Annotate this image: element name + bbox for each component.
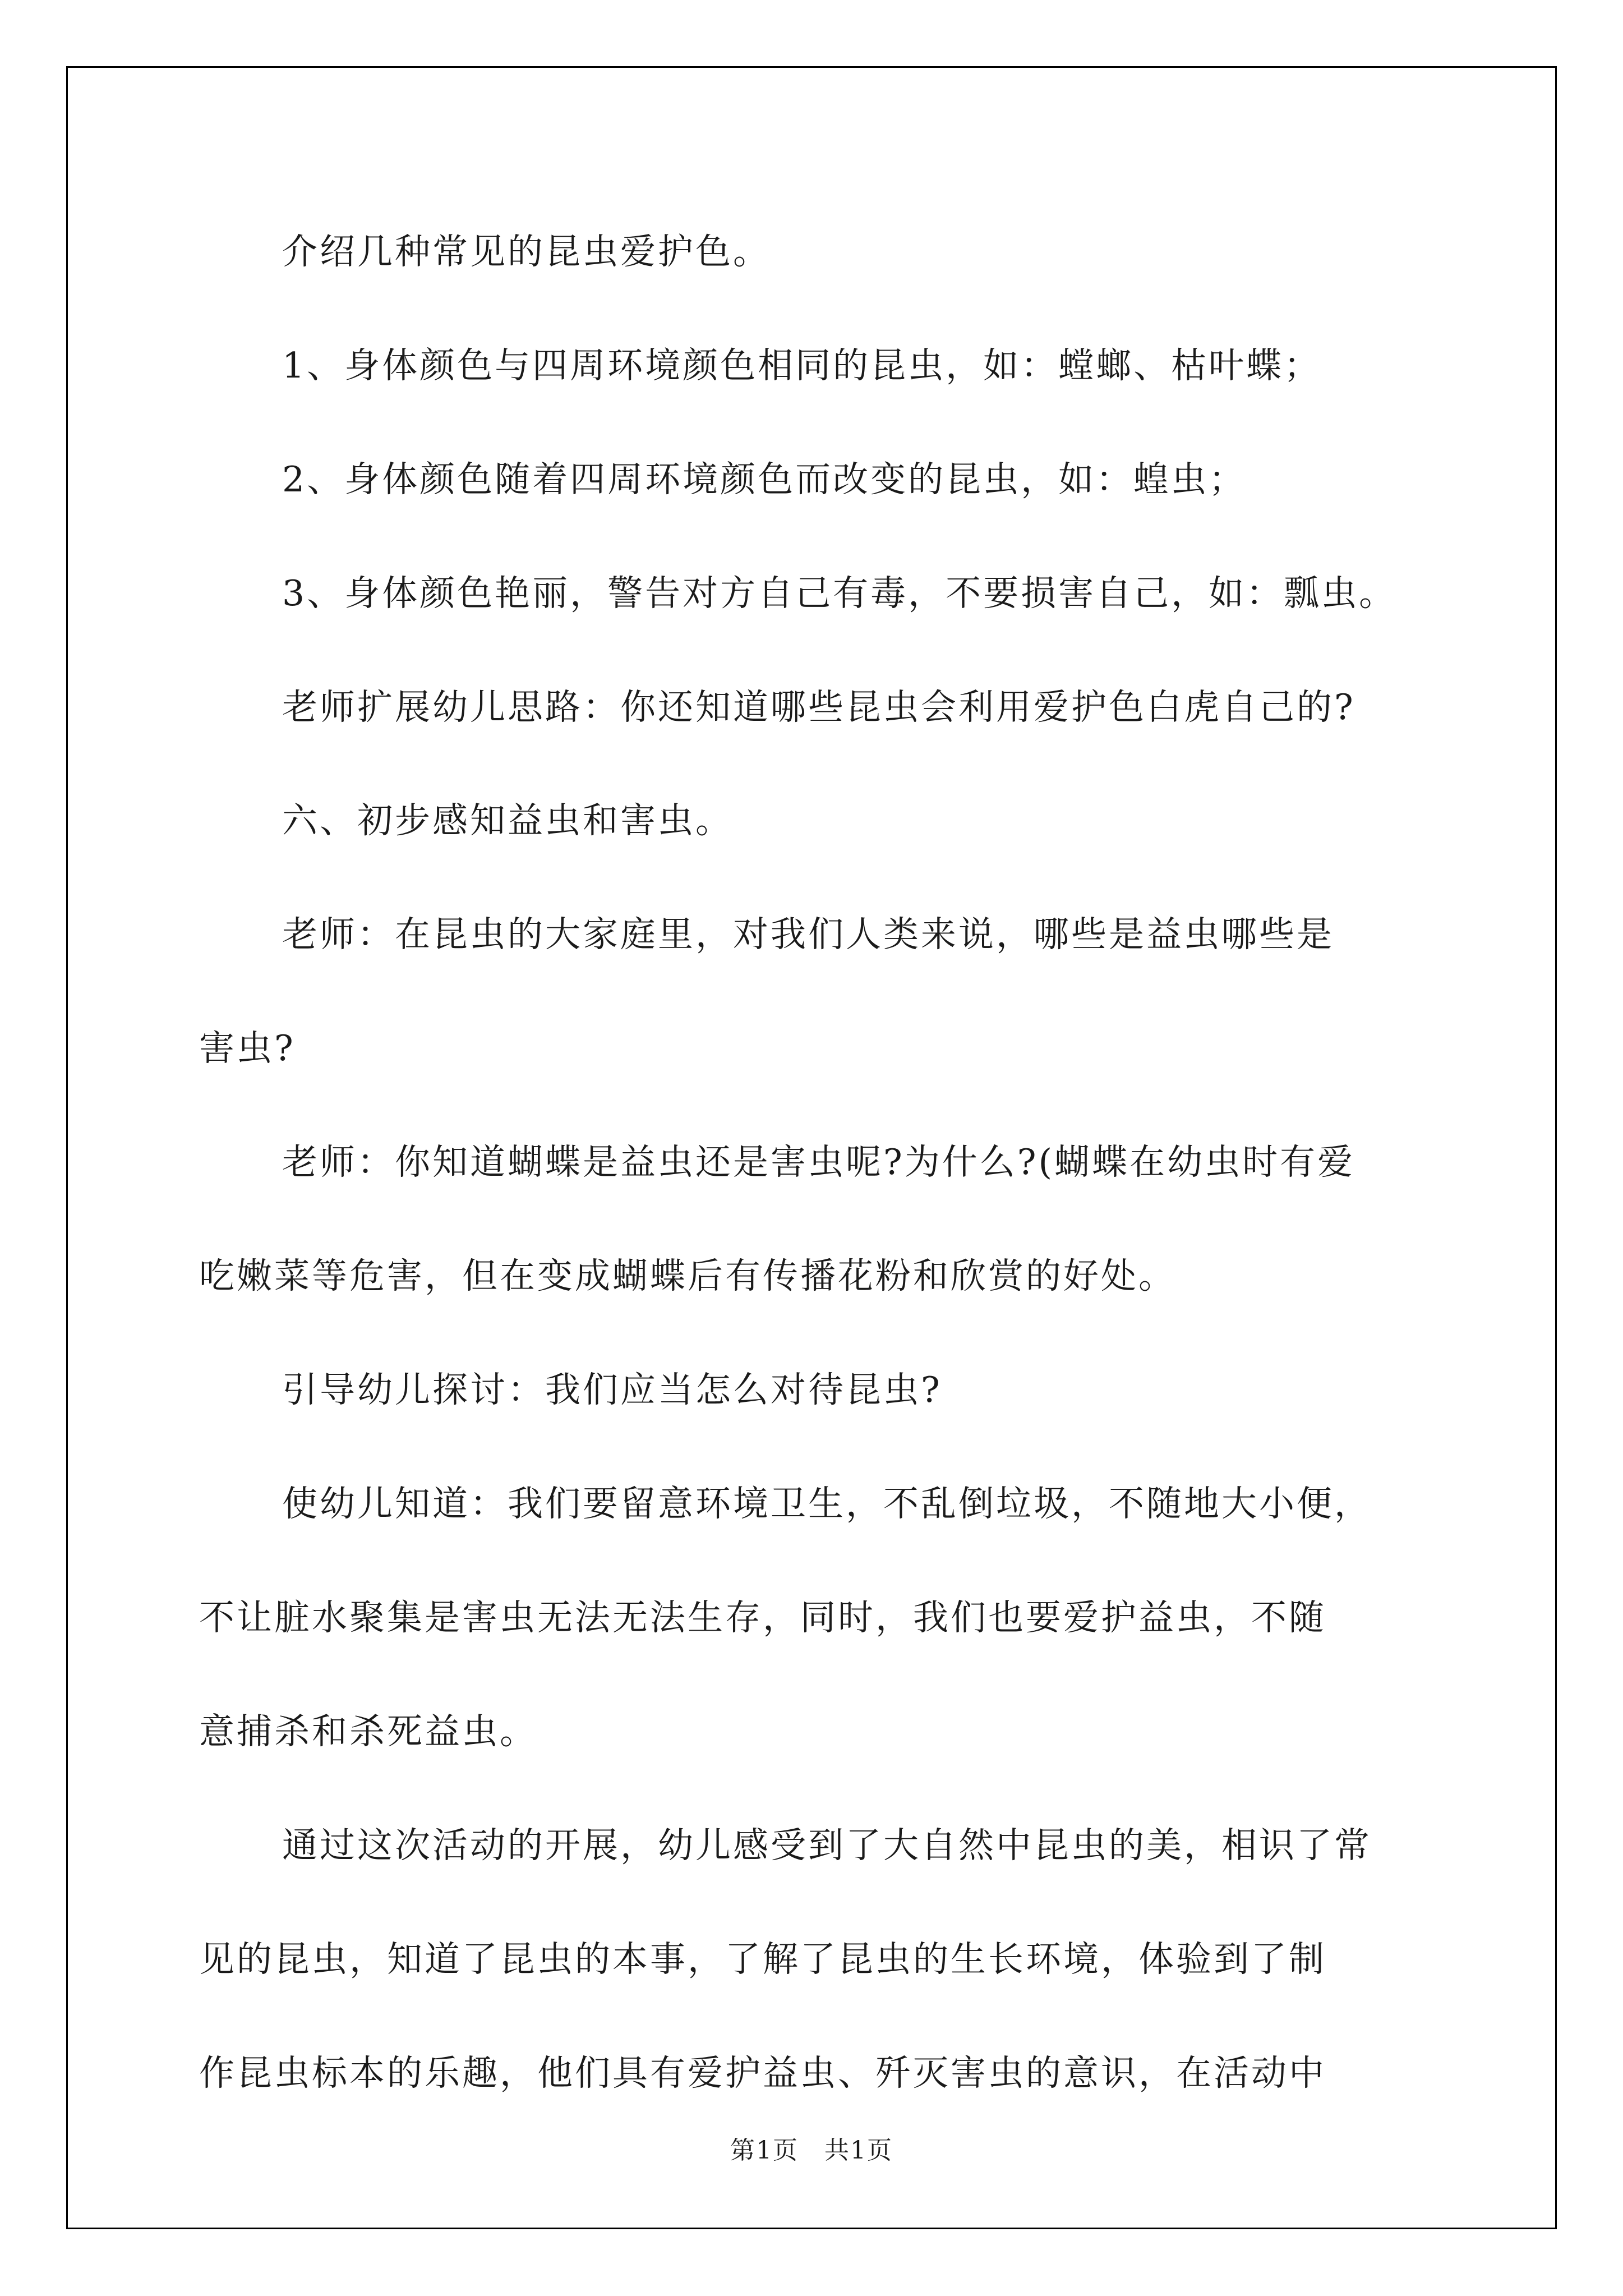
text-line: 见的昆虫，知道了昆虫的本事，了解了昆虫的生长环境，体验到了制 [199, 1939, 1326, 1980]
text-line: 使幼儿知道：我们要留意环境卫生，不乱倒垃圾，不随地大小便， [282, 1483, 1372, 1524]
text-line: 六、初步感知益虫和害虫。 [282, 800, 733, 841]
text-line: 害虫? [199, 1028, 296, 1069]
text-line: 2、身体颜色随着四周环境颜色而改变的昆虫，如：蝗虫； [282, 459, 1247, 500]
text-line: 引导幼儿探讨：我们应当怎么对待昆虫? [282, 1369, 942, 1410]
page-footer: 第1页 共1页 [730, 2136, 893, 2165]
text-line: 意捕杀和杀死益虫。 [199, 1711, 537, 1752]
text-line: 作昆虫标本的乐趣，他们具有爱护益虫、歼灭害虫的意识，在活动中 [199, 2053, 1326, 2093]
text-line: 老师：你知道蝴蝶是益虫还是害虫呢?为什么?(蝴蝶在幼虫时有爱 [282, 1142, 1355, 1182]
text-line: 介绍几种常见的昆虫爱护色。 [282, 231, 771, 272]
text-line: 3、身体颜色艳丽，警告对方自己有毒，不要损害自己，如：瓢虫。 [282, 573, 1397, 614]
text-line: 吃嫩菜等危害，但在变成蝴蝶后有传播花粉和欣赏的好处。 [199, 1255, 1176, 1296]
text-line: 老师：在昆虫的大家庭里，对我们人类来说，哪些是益虫哪些是 [282, 914, 1334, 955]
text-line: 1、身体颜色与四周环境颜色相同的昆虫，如：螳螂、枯叶蝶； [282, 345, 1322, 386]
text-line: 不让脏水聚集是害虫无法无法生存，同时，我们也要爱护益虫，不随 [199, 1597, 1326, 1638]
text-line: 老师扩展幼儿思路：你还知道哪些昆虫会利用爱护色白虎自己的? [282, 687, 1355, 728]
text-line: 通过这次活动的开展，幼儿感受到了大自然中昆虫的美，相识了常 [282, 1825, 1372, 1866]
